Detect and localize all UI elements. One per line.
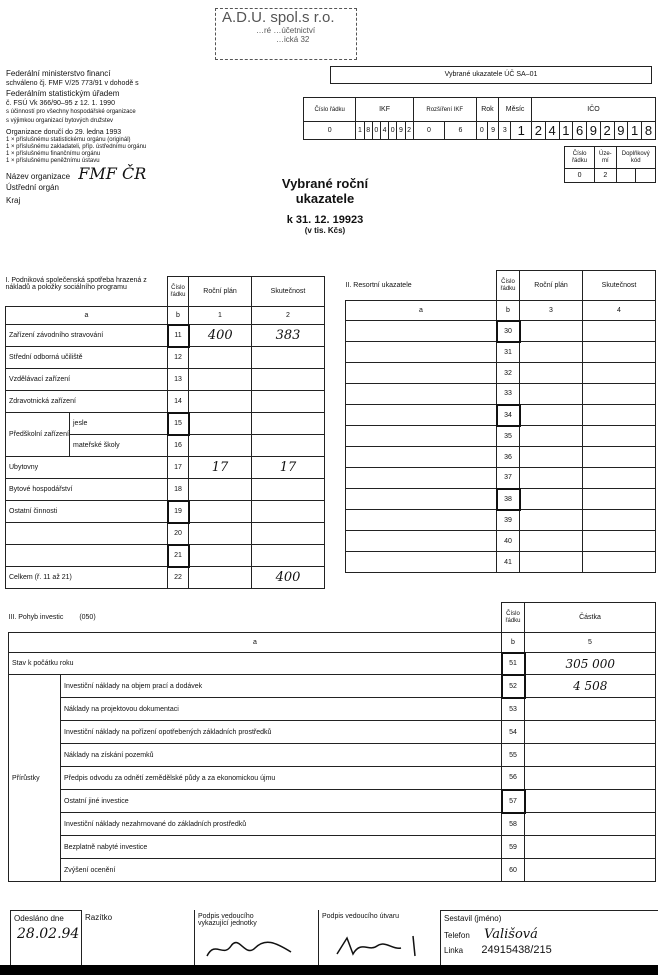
row-skut-value[interactable] [252, 523, 325, 545]
row-plan-value[interactable] [520, 447, 583, 468]
row-plan-value[interactable] [520, 468, 583, 489]
id-digit-cell: 1 [559, 122, 573, 140]
row-label [346, 489, 497, 510]
row-label: Investiční náklady na pořízení opotřebených základních prostředků [61, 721, 502, 744]
row-plan-value[interactable] [520, 510, 583, 531]
row-skut-value[interactable] [252, 435, 325, 457]
row-number: 32 [497, 363, 520, 384]
sub-uzemi: Úze- mí [595, 147, 616, 169]
table-row [9, 836, 656, 859]
table-row [9, 767, 656, 790]
table-row [6, 567, 325, 589]
signature-1 [205, 938, 295, 967]
col-b: b [502, 633, 525, 653]
row-number: 54 [502, 721, 525, 744]
sub-value: 0 [565, 169, 595, 183]
row-plan-value[interactable] [189, 479, 252, 501]
row-label: Střední odborná učiliště [6, 347, 168, 369]
table-row [6, 391, 325, 413]
row-skut-value[interactable] [252, 347, 325, 369]
row-plan-value[interactable] [520, 489, 583, 510]
row-skut-value[interactable] [583, 384, 656, 405]
row-label: Bytové hospodářství [6, 479, 168, 501]
id-header-ikf: IKF [356, 98, 413, 122]
row-number: 57 [502, 790, 525, 813]
id-digit-cell: 3 [499, 122, 511, 140]
col-a: a [6, 307, 168, 325]
header-line: 1 × příslušnému peněžnímu ústavu [6, 158, 100, 164]
row-skut-value[interactable] [583, 447, 656, 468]
row-number: 16 [168, 435, 189, 457]
row-number: 34 [497, 405, 520, 426]
odeslano-box [10, 910, 82, 966]
podpis1-label: Podpis vedoucího vykazující jednotky [198, 913, 257, 927]
table-row [9, 744, 656, 767]
id-digit-cell: 8 [642, 122, 656, 140]
row-plan-value[interactable] [520, 384, 583, 405]
row-plan-value[interactable] [520, 426, 583, 447]
header-line: 1 × příslušnému finančnímu orgánu [6, 151, 101, 157]
table-row [6, 369, 325, 391]
row-label [346, 321, 497, 342]
id-header-mesic: Měsíc [499, 98, 532, 122]
row-amount-value[interactable] [525, 721, 656, 744]
row-label: Ostatní činnosti [6, 501, 168, 523]
row-number: 33 [497, 384, 520, 405]
row-plan-value[interactable] [189, 523, 252, 545]
sestavil-label: Sestavil (jméno) [444, 914, 502, 923]
table-row [346, 321, 656, 342]
row-plan-value[interactable] [520, 405, 583, 426]
row-plan-value[interactable] [520, 321, 583, 342]
row-label: Vzdělávací zařízení [6, 369, 168, 391]
row-skut-value[interactable] [583, 468, 656, 489]
table-row [346, 531, 656, 552]
row-label: Bezplatně nabyté investice [61, 836, 502, 859]
row-skut-value[interactable] [583, 321, 656, 342]
row-plan-value[interactable] [189, 369, 252, 391]
col-b: b [168, 307, 189, 325]
row-plan-value[interactable] [189, 501, 252, 523]
row-number: 30 [497, 321, 520, 342]
id-digit-cell: 8 [364, 122, 372, 140]
footer [10, 910, 656, 965]
row-label: Investiční náklady nezahrnované do základních prostředků [61, 813, 502, 836]
table-row [6, 347, 325, 369]
id-digit-cell: 0 [476, 122, 487, 140]
section2-heading-text: II. Resortní ukazatele [345, 281, 412, 289]
table-row [346, 426, 656, 447]
col-skut: Skutečnost [583, 271, 656, 301]
header-line: č. FSÚ Vk 366/90–95 z 12. 1. 1990 [6, 100, 115, 107]
podpis2-box [318, 910, 437, 965]
table-row [6, 457, 325, 479]
section2-heading [346, 271, 497, 301]
col-cislo: Číslo řádku [502, 603, 525, 633]
id-digit-cell: 0 [372, 122, 380, 140]
header-line: 1 × příslušnému statistickému orgánu (originál) [6, 137, 131, 143]
row-number: 40 [497, 531, 520, 552]
central-label: Ústřední orgán [6, 183, 59, 192]
sub-id-table [564, 146, 656, 183]
stav-no: 51 [502, 653, 525, 675]
id-header-rok: Rok [476, 98, 498, 122]
row-amount-value[interactable] [525, 698, 656, 721]
id-header-ico: IČO [532, 98, 656, 122]
id-digit-cell: 9 [614, 122, 628, 140]
row-number: 58 [502, 813, 525, 836]
col-5: 5 [525, 633, 656, 653]
odeslano-value[interactable]: 28.02.94 [17, 926, 80, 942]
id-digit-cell: 1 [356, 122, 364, 140]
row-label [346, 363, 497, 384]
id-digit-cell: 9 [397, 122, 405, 140]
table-row [9, 790, 656, 813]
row-label [346, 552, 497, 573]
row-amount-value[interactable]: 4 508 [525, 675, 656, 698]
row-label: Zařízení závodního stravování [6, 325, 168, 347]
row-number: 18 [168, 479, 189, 501]
row-label [6, 523, 168, 545]
col-4: 4 [583, 301, 656, 321]
sestavil-box [440, 910, 658, 972]
title-block [250, 176, 400, 235]
sub-cislo: Číslo řádku [565, 147, 595, 169]
row-number: 60 [502, 859, 525, 882]
row-skut-value[interactable] [583, 489, 656, 510]
row-number: 59 [502, 836, 525, 859]
row-skut-value[interactable] [583, 363, 656, 384]
unit-label: (v tis. Kčs) [304, 226, 346, 235]
id-digit-cell: 9 [487, 122, 498, 140]
row-label: Zvýšení ocenění [61, 859, 502, 882]
col-3: 3 [520, 301, 583, 321]
id-digit-cell: 4 [545, 122, 559, 140]
id-digit-cell: 2 [405, 122, 413, 140]
row-amount-value[interactable] [525, 790, 656, 813]
sestavil-name[interactable]: Vališová [484, 927, 538, 942]
row-skut-value[interactable] [252, 545, 325, 567]
signature-2 [333, 934, 423, 965]
table-row [9, 675, 656, 698]
row-number: 52 [502, 675, 525, 698]
row-skut-value[interactable] [252, 501, 325, 523]
row-plan-value[interactable] [189, 435, 252, 457]
row-plan-value[interactable]: 400 [189, 325, 252, 347]
row-skut-value[interactable] [583, 510, 656, 531]
row-label [346, 384, 497, 405]
col-1: 1 [189, 307, 252, 325]
header-line: Federálním statistickým úřadem [6, 89, 120, 98]
row-plan-value[interactable] [520, 531, 583, 552]
table-row [346, 468, 656, 489]
row-label [346, 510, 497, 531]
row-label [346, 405, 497, 426]
section3-heading-text: III. Pohyb investic [8, 613, 64, 621]
row-number: 15 [168, 413, 189, 435]
row-plan-value[interactable] [189, 391, 252, 413]
col-castka: Částka [525, 603, 656, 633]
region-label: Kraj [6, 196, 21, 205]
report-date: k 31. 12. 199 [286, 214, 351, 226]
stamp-line: A.D.U. spol.s r.o. [222, 9, 335, 26]
row-label: Investiční náklady na objem prací a dodávek [61, 675, 502, 698]
section1-table [5, 276, 325, 589]
sub-value: 2 [595, 169, 616, 183]
row-number: 20 [168, 523, 189, 545]
razitko-label: Razítko [85, 913, 113, 922]
table-row [346, 405, 656, 426]
table-row [9, 698, 656, 721]
row-label [346, 531, 497, 552]
podpis1-box [194, 910, 305, 965]
company-stamp [215, 8, 357, 60]
row-amount-value[interactable] [525, 836, 656, 859]
row-amount-value[interactable] [525, 813, 656, 836]
row-label [6, 545, 168, 567]
page-title: Vybrané roční [281, 176, 369, 191]
prirustky-label: Přírůstky [9, 675, 61, 882]
row-number: 55 [502, 744, 525, 767]
section2-table [345, 270, 656, 573]
row-skut-value[interactable] [583, 342, 656, 363]
form-code: Vybrané ukazatele ÚČ SA–01 [444, 71, 538, 78]
stav-value[interactable]: 305 000 [525, 653, 656, 675]
row-label [346, 342, 497, 363]
id-digit-cell: 2 [532, 122, 546, 140]
header-line: Federální ministerstvo financí [6, 69, 111, 78]
row-plan-value[interactable] [189, 347, 252, 369]
org-name-label: Název organizace [6, 172, 71, 181]
odeslano-label: Odesláno dne [14, 914, 64, 923]
row-number: 17 [168, 457, 189, 479]
table-row [6, 479, 325, 501]
row-label: Celkem (ř. 11 až 21) [6, 567, 168, 589]
razitko-box [82, 910, 192, 965]
row-label [346, 468, 497, 489]
row-number: 12 [168, 347, 189, 369]
podpis2-label: Podpis vedoucího útvaru [322, 913, 400, 920]
table-row [6, 325, 325, 347]
table-row [9, 813, 656, 836]
stamp-line: …ická 32 [276, 35, 310, 44]
row-plan-value[interactable] [189, 413, 252, 435]
header-line: 1 × příslušnému zakladateli, příp. ústřednímu orgánu [6, 144, 147, 150]
row-number: 11 [168, 325, 189, 347]
row-label [346, 426, 497, 447]
table-row [346, 342, 656, 363]
row-skut-value[interactable] [252, 479, 325, 501]
table-row [6, 523, 325, 545]
form-code-box [330, 66, 652, 84]
table-row [6, 413, 325, 435]
col-plan: Roční plán [189, 277, 252, 307]
id-digit-cell: 9 [587, 122, 601, 140]
row-label: Náklady na získání pozemků [61, 744, 502, 767]
table-row [346, 552, 656, 573]
row-skut-value[interactable] [583, 531, 656, 552]
row-amount-value[interactable] [525, 859, 656, 882]
row-number: 38 [497, 489, 520, 510]
row-skut-value[interactable] [252, 413, 325, 435]
row-number: 41 [497, 552, 520, 573]
page-subtitle: ukazatele [295, 191, 355, 206]
table-row [9, 721, 656, 744]
row-plan-value[interactable] [520, 342, 583, 363]
table-row [6, 501, 325, 523]
table-row [346, 384, 656, 405]
row-label [346, 447, 497, 468]
section3-heading [9, 603, 502, 633]
section1-heading-text: I. Podniková společenská spotřeba hrazená z nákladů a položky sociálního programu [5, 276, 147, 291]
id-digit-cell: 2 [600, 122, 614, 140]
row-number: 39 [497, 510, 520, 531]
table-row [346, 489, 656, 510]
row-skut-value[interactable]: 17 [252, 457, 325, 479]
row-number: 56 [502, 767, 525, 790]
row-plan-value[interactable]: 17 [189, 457, 252, 479]
id-header-cislo: Číslo řádku [304, 98, 356, 122]
row-label: Ubytovny [6, 457, 168, 479]
header-left [6, 68, 196, 207]
id-digit-cell: 0 [304, 122, 356, 140]
header-line: s výjimkou organizací bytových družstev [6, 118, 114, 124]
section3-table [8, 602, 656, 882]
table-row [346, 510, 656, 531]
row-number: 36 [497, 447, 520, 468]
linka-label: Linka [444, 946, 464, 955]
row-skut-value[interactable] [583, 552, 656, 573]
id-digit-cell: 4 [380, 122, 388, 140]
telefon-label: Telefon [444, 931, 470, 940]
col-skut: Skutečnost [252, 277, 325, 307]
row-number: 53 [502, 698, 525, 721]
row-number: 31 [497, 342, 520, 363]
row-number: 37 [497, 468, 520, 489]
row-skut-value[interactable] [583, 405, 656, 426]
col-b: b [497, 301, 520, 321]
row-number: 21 [168, 545, 189, 567]
phone-value[interactable]: 24915438/215 [481, 944, 552, 956]
section1-heading [6, 277, 168, 307]
report-year-overwrite: 23 [350, 214, 364, 226]
row-skut-value[interactable]: 400 [252, 567, 325, 589]
id-digit-cell: 6 [445, 122, 476, 140]
row-plan-value[interactable] [189, 567, 252, 589]
row-label: Ostatní jiné investice [61, 790, 502, 813]
row-label: jesle [70, 413, 168, 435]
row-number: 14 [168, 391, 189, 413]
row-number: 13 [168, 369, 189, 391]
col-a: a [346, 301, 497, 321]
id-table [303, 97, 656, 140]
row-skut-value[interactable] [252, 369, 325, 391]
section3-code: (050) [79, 613, 96, 621]
row-amount-value[interactable] [525, 744, 656, 767]
org-name-value: FMF ČR [78, 164, 147, 183]
id-digit-cell: 6 [573, 122, 587, 140]
row-amount-value[interactable] [525, 767, 656, 790]
row-skut-value[interactable]: 383 [252, 325, 325, 347]
col-2: 2 [252, 307, 325, 325]
table-row [346, 447, 656, 468]
scan-edge [0, 965, 658, 975]
table-row [9, 859, 656, 882]
header-line: Organizace doručí do 29. ledna 1993 [6, 129, 122, 136]
row-number: 19 [168, 501, 189, 523]
row-number: 35 [497, 426, 520, 447]
col-cislo: Číslo řádku [168, 277, 189, 307]
col-cislo: Číslo řádku [497, 271, 520, 301]
row-label: Zdravotnická zařízení [6, 391, 168, 413]
header-line: s účinností pro všechny hospodářské organizace [6, 109, 136, 115]
id-digit-cell: 1 [628, 122, 642, 140]
predskolni-label: Předškolní zařízení [6, 413, 70, 457]
header-line: schváleno čj. FMF V/25 773/91 v dohodě s [6, 80, 139, 87]
table-row [6, 545, 325, 567]
id-header-rozsireni: Rozšíření IKF [413, 98, 476, 122]
row-skut-value[interactable] [252, 391, 325, 413]
row-plan-value[interactable] [520, 552, 583, 573]
stav-label: Stav k počátku roku [9, 653, 502, 675]
col-a: a [9, 633, 502, 653]
col-plan: Roční plán [520, 271, 583, 301]
sub-doplnkovy: Doplňkový kód [616, 147, 656, 169]
id-digit-cell: 0 [413, 122, 444, 140]
row-skut-value[interactable] [583, 426, 656, 447]
row-plan-value[interactable] [520, 363, 583, 384]
stamp-line: …ré …účetnictví [256, 26, 316, 35]
id-digit-cell: 1 [511, 122, 532, 140]
row-number: 22 [168, 567, 189, 589]
row-label: Předpis odvodu za odnětí zemědělské půdy a za ekonomickou újmu [61, 767, 502, 790]
row-plan-value[interactable] [189, 545, 252, 567]
table-row [346, 363, 656, 384]
row-label: mateřské školy [70, 435, 168, 457]
row-label: Náklady na projektovou dokumentaci [61, 698, 502, 721]
id-digit-cell: 0 [389, 122, 397, 140]
